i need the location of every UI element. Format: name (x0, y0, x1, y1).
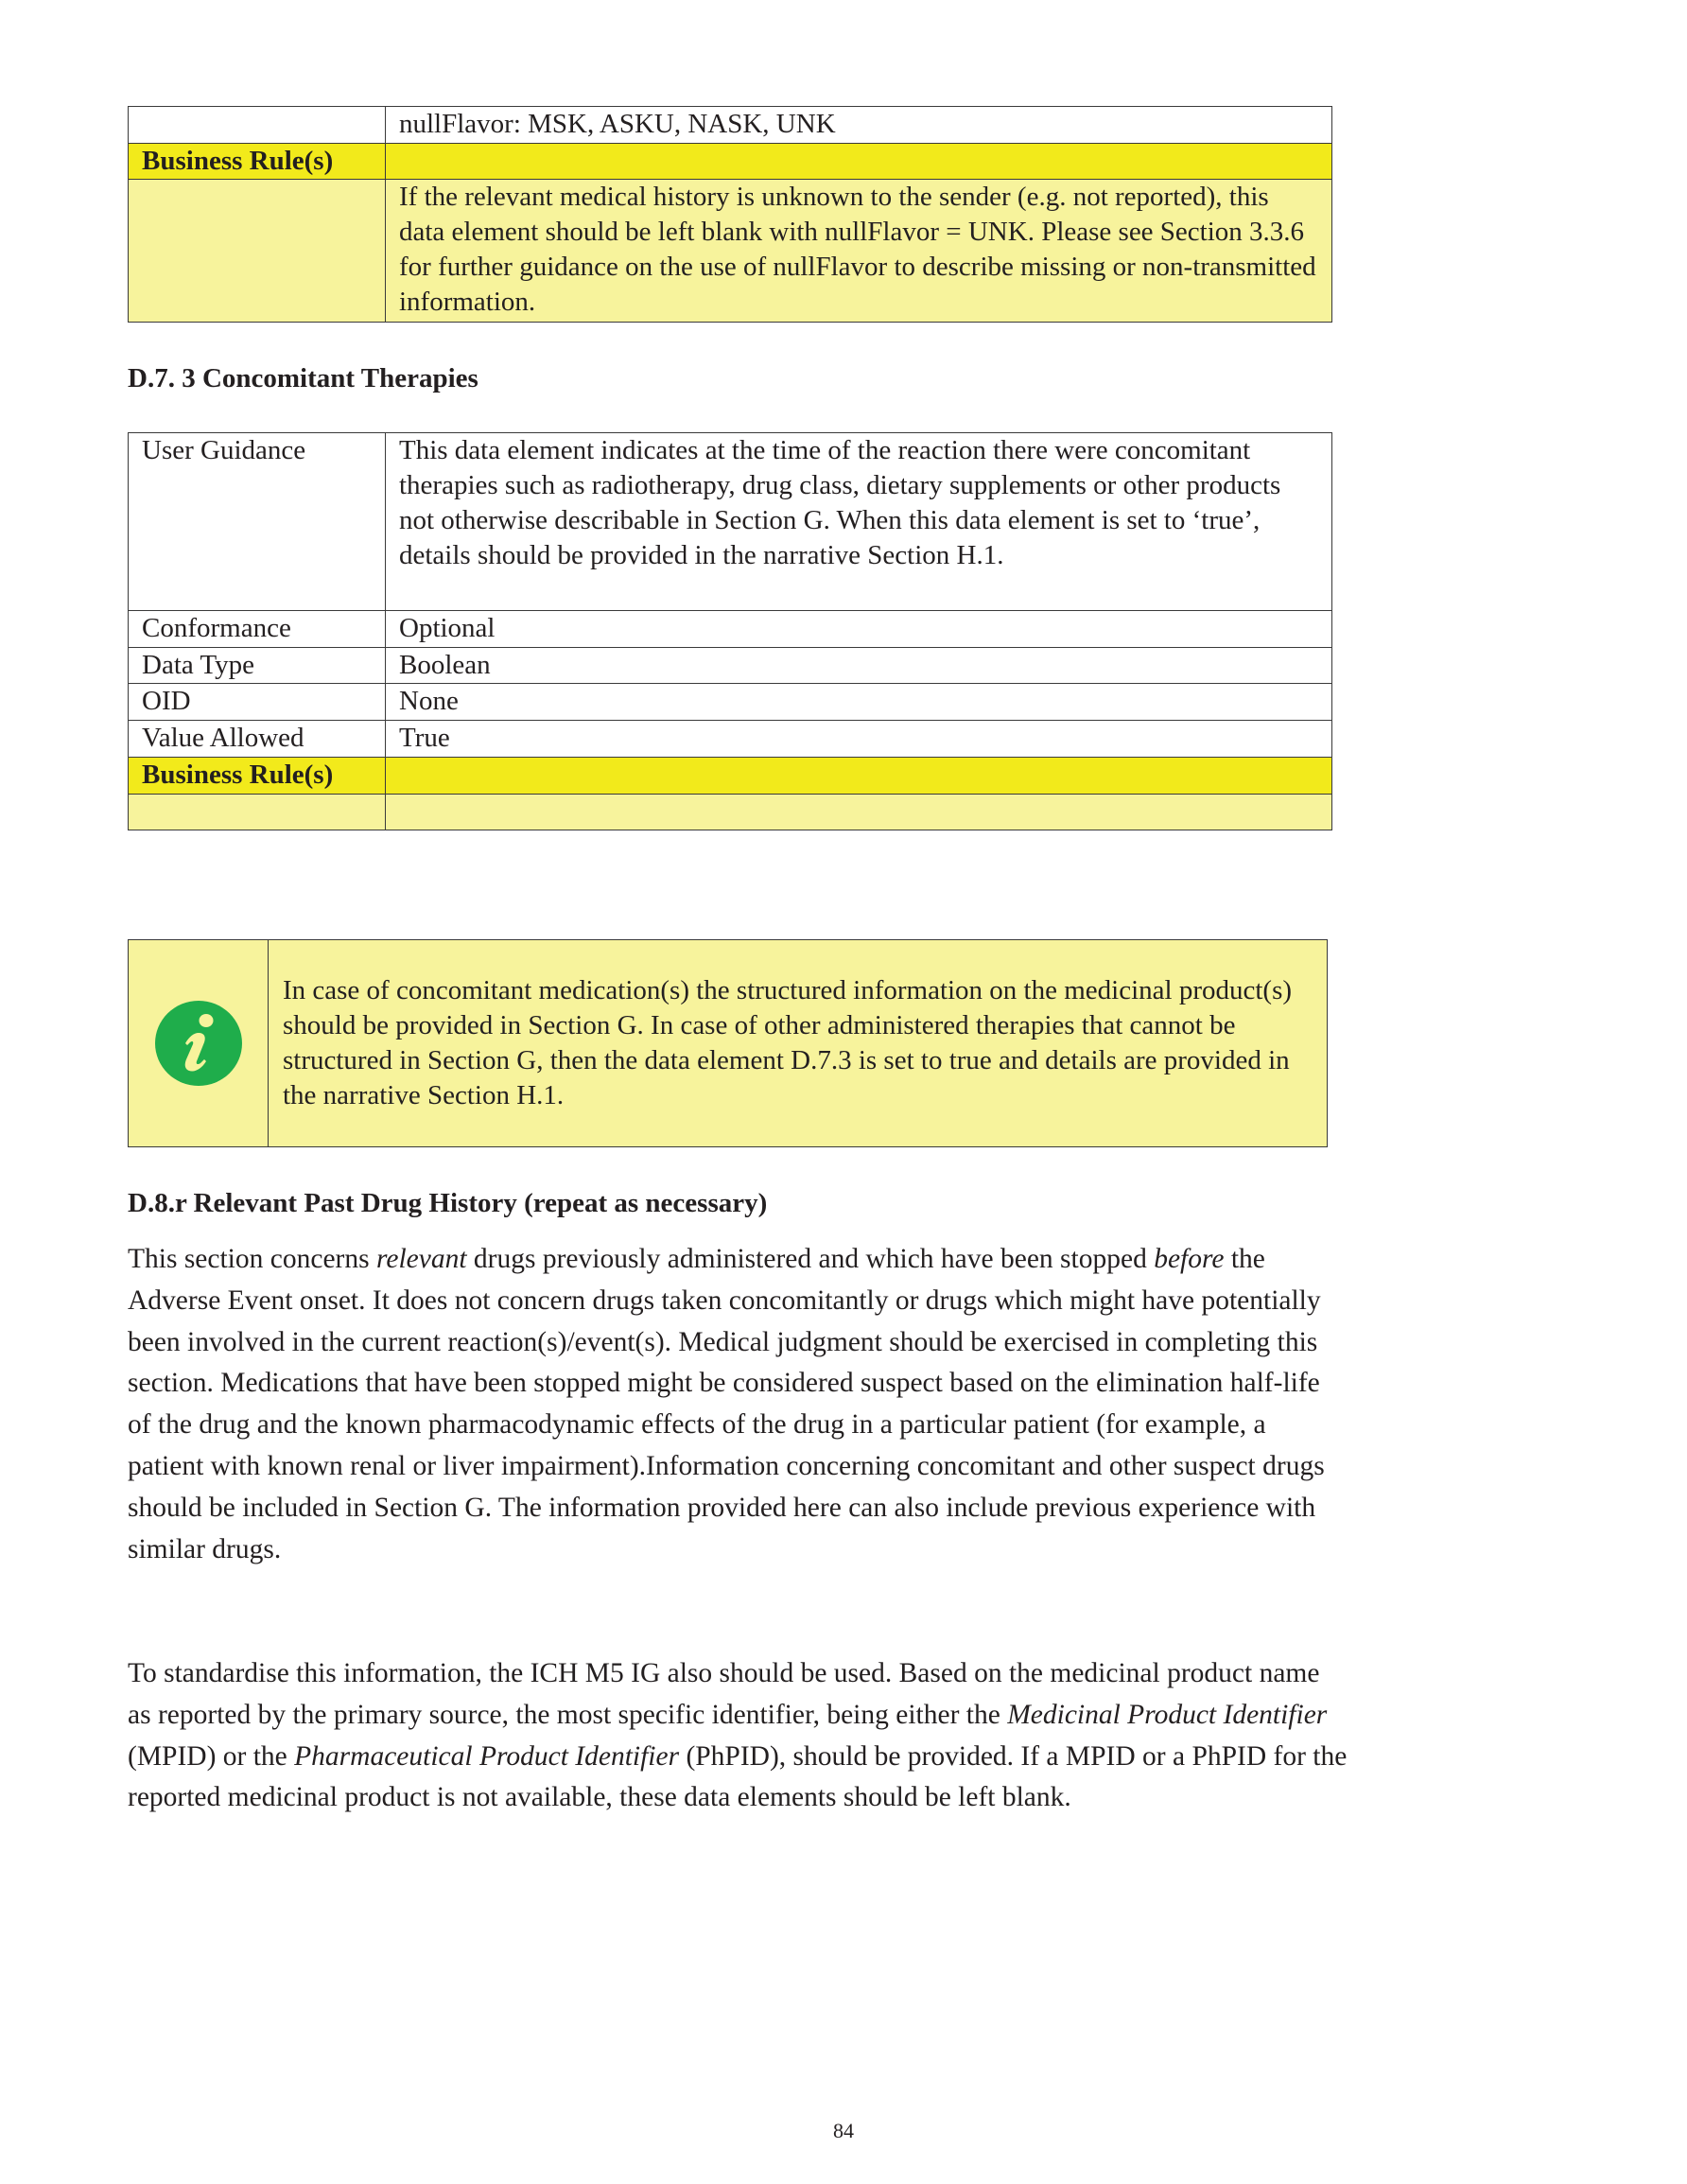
row-value (386, 144, 1332, 180)
table-row (129, 107, 1332, 144)
row-label: Conformance (129, 611, 386, 648)
emphasis-before: before (1154, 1244, 1225, 1274)
row-label: OID (129, 684, 386, 721)
row-label: Value Allowed (129, 721, 386, 758)
row-label: User Guidance (129, 433, 386, 611)
row-label (129, 180, 386, 323)
row-label (129, 107, 386, 144)
term-mpid: Medicinal Product Identifier (1007, 1699, 1328, 1730)
table-row-value-allowed (129, 721, 1332, 758)
info-i-glyph-icon (170, 1010, 227, 1076)
row-label: Business Rule(s) (129, 144, 386, 180)
row-value: This data element indicates at the time of the reaction there were concomitant therapies such as radiotherapy, drug class, dietary supplements or other products not otherwise describable in Section G. When this data element is set to ‘true’, details should be provided in the narrative Section H.1. (386, 433, 1332, 611)
info-note-text: In case of concomitant medication(s) the structured information on the medicinal product(s) should be provided in Section G. In case of other administered therapies that cannot be structured in Section G, then the data element D.7.3 is set to true and details are provided in the narrative Section H.1. (283, 975, 1293, 1110)
row-value (386, 758, 1332, 795)
row-value: Boolean (386, 648, 1332, 684)
row-label: Business Rule(s) (129, 758, 386, 795)
table-row-conformance (129, 611, 1332, 648)
page-number: 84 (833, 2119, 854, 2142)
business-rule-body-row (129, 180, 1332, 323)
row-label (129, 795, 386, 830)
table-row-oid (129, 684, 1332, 721)
text-run: To standardise this information, the ICH M5 IG also should be used. Based on the medicinal product name as reported by the primary source, the most specific identifier, being either the (128, 1658, 1320, 1730)
row-value: Optional (386, 611, 1332, 648)
paragraph-past-drug-history (128, 1239, 1348, 1570)
medical-history-spec-table (128, 106, 1332, 323)
text-run: drugs previously administered and which have been stopped (466, 1244, 1155, 1274)
text-run: This section concerns (128, 1244, 376, 1274)
term-phpid: Pharmaceutical Product Identifier (294, 1740, 680, 1772)
section-heading-d73: D.7. 3 Concomitant Therapies (128, 363, 478, 393)
emphasis-relevant: relevant (375, 1244, 467, 1274)
info-icon (155, 1001, 242, 1086)
concomitant-therapies-spec-table (128, 432, 1332, 830)
table-row-user-guidance (129, 433, 1332, 611)
business-rule-body-row (129, 795, 1332, 830)
info-note-box (128, 939, 1328, 1147)
info-note-text-cell (269, 940, 1327, 1146)
text-run: (MPID) or the (128, 1740, 295, 1772)
table-row-data-type (129, 648, 1332, 684)
business-rule-header-row (129, 758, 1332, 795)
info-icon-cell (129, 940, 269, 1146)
business-rule-header-row (129, 144, 1332, 180)
section-heading-d8r: D.8.r Relevant Past Drug History (repeat as necessary) (128, 1188, 768, 1218)
row-label: Data Type (129, 648, 386, 684)
row-value: None (386, 684, 1332, 721)
row-value: If the relevant medical history is unknown to the sender (e.g. not reported), this data element should be left blank with nullFlavor = UNK. Please see Section 3.3.6 for further guidance on the use of nullFlavor to describe missing or non-transmitted information. (386, 180, 1332, 323)
text-run: (PhPID), should be provided. If a MPID or a PhPID for the reported medicinal product is not available, these data elements should be left blank. (128, 1740, 1348, 1813)
row-value: True (386, 721, 1332, 758)
paragraph-standardise (128, 1653, 1348, 1819)
row-value (386, 795, 1332, 830)
row-value: nullFlavor: MSK, ASKU, NASK, UNK (386, 107, 1332, 144)
text-run: the Adverse Event onset. It does not concern drugs taken concomitantly or drugs which might have potentially been involved in the current reaction(s)/event(s). Medical judgment should be exercised in completing this section. Medications that have been stopped might be considered suspect based on the elimination half-life of the drug and the known pharmacodynamic effects of the drug in a particular patient (for example, a patient with known renal or liver impairment).Information concerning concomitant and other suspect drugs should be included in Section G. The information provided here can also include previous experience with similar drugs. (128, 1244, 1325, 1564)
